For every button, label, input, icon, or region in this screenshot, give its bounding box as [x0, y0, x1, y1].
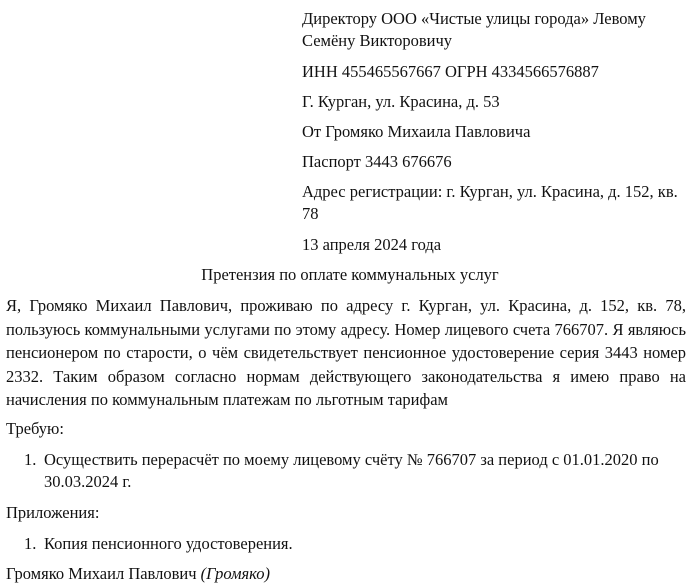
attachments-heading: Приложения: [6, 503, 100, 522]
signature-line [6, 563, 270, 585]
document-title: Претензия по оплате коммунальных услуг [201, 265, 499, 284]
demand-item-number: 1. [24, 450, 37, 469]
passport: Паспорт 3443 676676 [302, 152, 452, 171]
inn-ogrn: ИНН 455465567667 ОГРН 4334566576887 [302, 62, 599, 81]
signature-full-name: Громяко Михаил Павлович [6, 564, 197, 583]
registration-address: Адрес регистрации: г. Курган, ул. Красина, д. 152, кв. 78 [302, 182, 678, 223]
demands-heading: Требую: [6, 419, 64, 438]
addressee: Директору ООО «Чистые улицы города» Левому Семёну Викторовичу [302, 9, 646, 50]
signature-short-name: (Громяко) [200, 564, 270, 583]
sender: От Громяко Михаила Павловича [302, 122, 531, 141]
demand-item-text: Осуществить перерасчёт по моему лицевому счёту № 766707 за период с 01.01.2020 по 30.03.2024 г. [44, 450, 659, 491]
attachment-item-number: 1. [24, 534, 37, 553]
document-date: 13 апреля 2024 года [302, 235, 442, 254]
org-address: Г. Курган, ул. Красина, д. 53 [302, 92, 500, 111]
claim-body: Я, Громяко Михаил Павлович, проживаю по адресу г. Курган, ул. Красина, д. 152, кв. 78, пользуюсь коммунальными услугами по этому адресу. Номер лицевого счета 766707. Я являюсь пенсионером по старости, о чём свидетельствует пенсионное удостоверение серия 3443 номер 2332. Таким образом согласно нормам действующего законодательства я имею право на начисления по коммунальным платежам по льготным тарифам [6, 296, 686, 409]
header-block [302, 8, 694, 52]
attachment-item-text: Копия пенсионного удостоверения. [44, 534, 293, 553]
